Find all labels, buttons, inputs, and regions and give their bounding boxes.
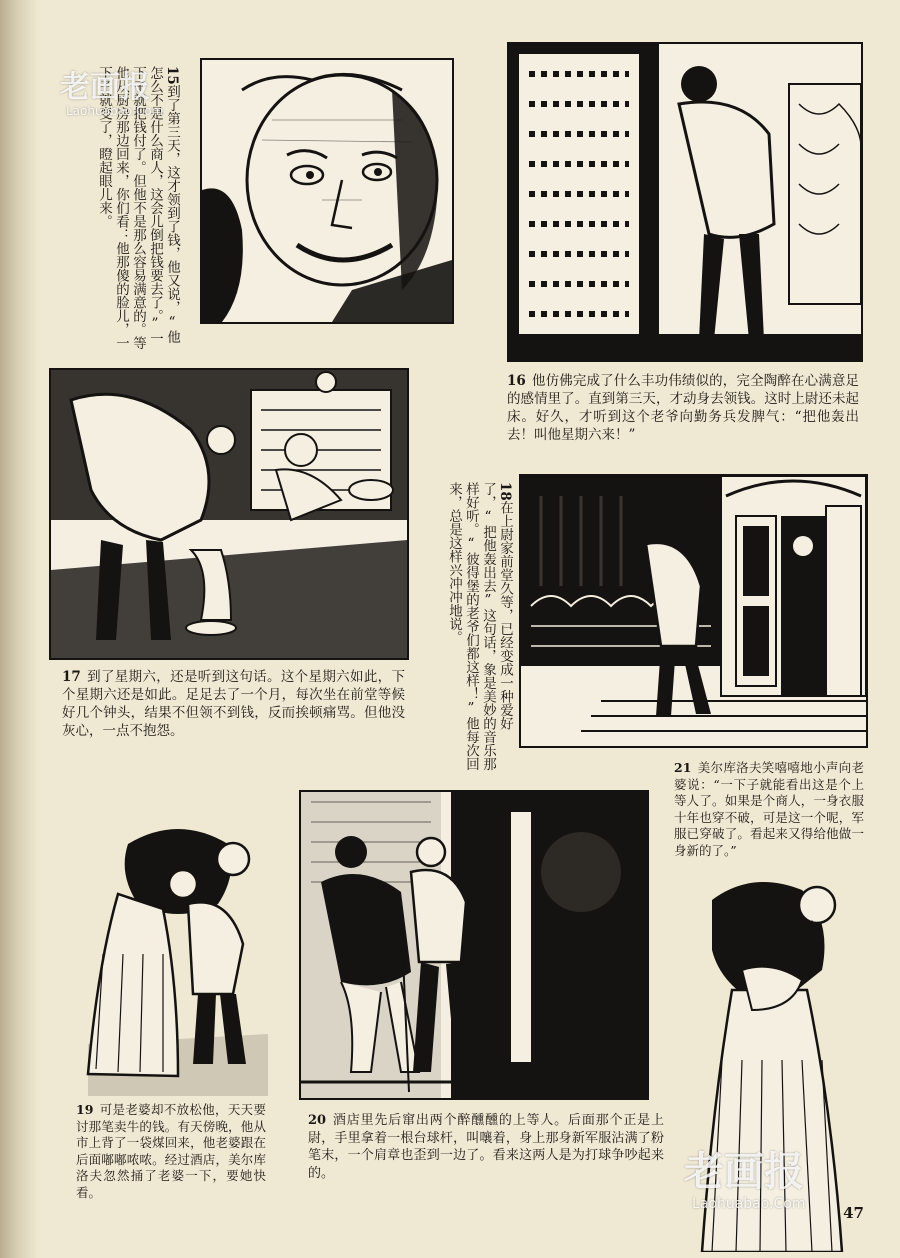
illustration-panel-18 — [519, 474, 868, 748]
illustration-two-drunk-gentlemen — [301, 792, 647, 1098]
illustration-servant-bowing — [51, 370, 407, 658]
caption-15-text: 到了第三天，这才领到了钱，他又说，“他怎么不是什么商人，这会儿倒把钱要去了。”一下子就把钱付了。但他不是那么容易满意的。等他从厨房那边回来，你们看：他那傻的脸儿，一下子就变了，瞪起眼儿来。 — [96, 66, 180, 350]
caption-17-text: 到了星期六，还是听到这句话。这个星期六如此，下个星期六还是如此。足足去了一个月，每次坐在前堂等候好几个钟头，结果不但领不到钱，反而挨顿痛骂。但他没灰心，一点不抱怨。 — [62, 669, 405, 739]
watermark-bottom-url: Laohuabao.Com — [692, 1196, 806, 1212]
caption-18 — [423, 482, 513, 772]
caption-15-number: 15 — [164, 66, 180, 85]
caption-18-text: 在上尉家前堂久等，已经变成一种爱好了，“把他轰出去”这句话，象是美妙的音乐那样好听。“彼得堡的老爷们都这样！”他每次回来，总是这样兴冲冲地说。 — [446, 482, 513, 771]
illustration-panel-16 — [507, 42, 863, 362]
illustration-panel-15 — [200, 58, 454, 324]
caption-20 — [308, 1112, 664, 1182]
caption-17-number: 17 — [62, 669, 81, 685]
page-number: 47 — [843, 1204, 864, 1222]
watermark-top: 老画报 — [60, 70, 150, 105]
caption-16-text: 他仿佛完成了什么丰功伟绩似的，完全陶醉在心满意足的感情里了。直到第三天，才动身去领钱。这时上尉还未起床。好久，才听到这个老爷向勤务兵发脾气：“把他轰出去！叫他星期六来！” — [507, 373, 859, 443]
illustration-panel-17 — [49, 368, 409, 660]
caption-21-number: 21 — [674, 760, 692, 775]
caption-17 — [62, 668, 405, 740]
illustration-couple-carrying-sack — [68, 814, 268, 1096]
illustration-man-at-doorway — [509, 44, 861, 360]
caption-21 — [674, 760, 864, 859]
caption-19-text: 可是老婆却不放松他，天天要讨那笔卖牛的钱。有天傍晚，他从市上背了一袋煤回来，他老婆跟在后面嘟嘟哝哝。经过酒店，美尔库洛夫忽然捅了老婆一下，要她快看。 — [76, 1102, 266, 1200]
caption-19 — [76, 1102, 266, 1201]
caption-20-text: 酒店里先后窜出两个醉醺醺的上等人。后面那个正是上尉，手里拿着一根台球杆，叫嚷着，身上那身新军服沾满了粉笔末，一个肩章也歪到一边了。看来这两人是为打球争吵起来的。 — [308, 1113, 664, 1181]
illustration-old-man-face — [202, 60, 452, 322]
watermark-bottom: 老画报 — [684, 1149, 804, 1195]
caption-19-number: 19 — [76, 1102, 94, 1117]
illustration-panel-20 — [299, 790, 649, 1100]
book-spine-shadow — [0, 0, 38, 1258]
illustration-panel-19 — [66, 812, 270, 1098]
watermark-top-url: Laohuabao.Com — [66, 104, 164, 118]
caption-21-text: 美尔库洛夫笑嘻嘻地小声向老婆说：“一下子就能看出这是个上等人了。如果是个商人，一身衣服十年也穿不破，可是这一个呢，军服已穿破了。看起来又得给他做一身新的了。” — [674, 760, 864, 858]
caption-20-number: 20 — [308, 1113, 327, 1128]
caption-16 — [507, 372, 859, 444]
caption-18-number: 18 — [497, 482, 513, 501]
caption-16-number: 16 — [507, 373, 526, 389]
illustration-man-leaving-house — [521, 476, 866, 746]
